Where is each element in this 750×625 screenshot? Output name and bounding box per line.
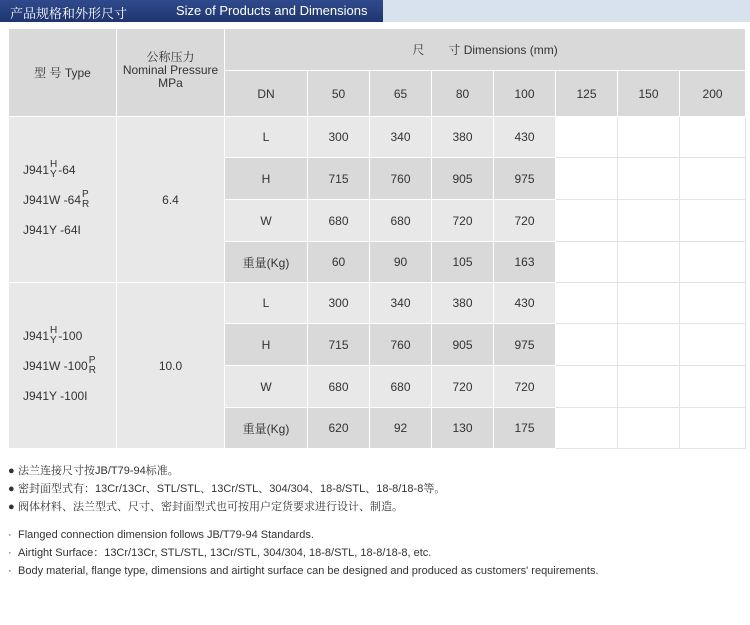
note-en: [8, 526, 743, 544]
type-header: 型 号 Type: [9, 29, 117, 117]
note-text: 法兰连接尺寸按JB/T79-94标准。: [18, 465, 179, 477]
dimension-value: 340: [370, 283, 432, 324]
pressure-header: [117, 29, 225, 117]
table-row: [9, 117, 746, 158]
dot-icon: ·: [8, 547, 12, 559]
note-text: Airtight Surface：13Cr/13Cr, STL/STL, 13Cr/STL, 304/304, 18-8/STL, 18-8/18-8, etc.: [18, 547, 432, 559]
dimension-value: 90: [370, 242, 432, 283]
dimension-value: [556, 200, 618, 242]
dimension-value: 380: [432, 283, 494, 324]
note-text: Flanged connection dimension follows JB/T79-94 Standards.: [18, 529, 314, 541]
dn-label: DN: [225, 71, 308, 117]
note-cn: [8, 480, 743, 498]
model-name: J941Y -64I: [23, 222, 81, 237]
dimension-value: 92: [370, 408, 432, 449]
dot-icon: ·: [8, 565, 12, 577]
dimension-value: [556, 366, 618, 408]
table-row: [9, 283, 746, 324]
model-name: J941 H Y -64: [23, 158, 76, 180]
dimension-value: 680: [370, 366, 432, 408]
dimension-value: 620: [308, 408, 370, 449]
dimension-value: 715: [308, 324, 370, 366]
dn-value-cell: 150: [618, 71, 680, 117]
pressure-header-en: Nominal Pressure: [122, 63, 219, 77]
dimension-value: [680, 324, 746, 366]
section-header-bar: [0, 0, 383, 22]
dimension-value: [680, 366, 746, 408]
dimension-value: 720: [432, 200, 494, 242]
dimension-value: 105: [432, 242, 494, 283]
dimension-value: [680, 117, 746, 158]
dimension-value: [556, 117, 618, 158]
dimension-value: 905: [432, 158, 494, 200]
dn-value-cell: 80: [432, 71, 494, 117]
dimension-value: 680: [308, 366, 370, 408]
dimension-value: 130: [432, 408, 494, 449]
dimension-value: [618, 242, 680, 283]
dimension-label: W: [225, 200, 308, 242]
dimension-value: 760: [370, 324, 432, 366]
dimension-value: [618, 283, 680, 324]
dimension-label: W: [225, 366, 308, 408]
dimension-value: 340: [370, 117, 432, 158]
dimension-value: [618, 324, 680, 366]
dimension-value: 760: [370, 158, 432, 200]
dimension-value: 300: [308, 283, 370, 324]
note-text: 密封面型式有：13Cr/13Cr、STL/STL、13Cr/STL、304/304、18-8/STL、18-8/18-8等。: [18, 483, 446, 495]
dimension-label: L: [225, 283, 308, 324]
dimension-value: 720: [432, 366, 494, 408]
header-strip: [383, 0, 750, 22]
dimensions-header: 尺 寸 Dimensions (mm): [225, 29, 746, 71]
bullet-icon: ●: [8, 501, 15, 513]
dimension-value: [556, 158, 618, 200]
dimension-value: 380: [432, 117, 494, 158]
dimension-label: L: [225, 117, 308, 158]
dimension-label: 重量(Kg): [225, 242, 308, 283]
dimension-value: [680, 283, 746, 324]
dimension-value: 430: [494, 283, 556, 324]
note-en: [8, 544, 743, 562]
pressure-value: 10.0: [117, 283, 225, 449]
model-cell: [9, 117, 117, 283]
pressure-value: 6.4: [117, 117, 225, 283]
dimension-value: [680, 158, 746, 200]
dimension-value: [680, 242, 746, 283]
dimension-value: [618, 408, 680, 449]
dn-value-cell: 100: [494, 71, 556, 117]
dimension-value: 975: [494, 324, 556, 366]
dimension-value: [556, 283, 618, 324]
dimension-value: [618, 117, 680, 158]
dimension-value: [556, 242, 618, 283]
dimension-value: [618, 200, 680, 242]
dimensions-table: [8, 28, 746, 449]
dimension-value: 975: [494, 158, 556, 200]
model-cell: [9, 283, 117, 449]
model-name: J941Y -100I: [23, 388, 88, 403]
dot-icon: ·: [8, 529, 12, 541]
dimension-value: [618, 366, 680, 408]
dimension-label: H: [225, 324, 308, 366]
note-cn: [8, 462, 743, 480]
dimension-value: 680: [370, 200, 432, 242]
dimension-value: 175: [494, 408, 556, 449]
dimension-value: [680, 200, 746, 242]
model-name: J941 H Y -100: [23, 324, 83, 346]
dimension-value: 163: [494, 242, 556, 283]
dn-value-cell: 125: [556, 71, 618, 117]
bullet-icon: ●: [8, 465, 15, 477]
dimension-value: [556, 324, 618, 366]
model-name: J941W -100 P R: [23, 354, 96, 376]
note-en: [8, 562, 743, 580]
dn-value-cell: 200: [680, 71, 746, 117]
dimension-value: 715: [308, 158, 370, 200]
section-title-en: Size of Products and Dimensions: [176, 3, 368, 18]
dimension-value: 430: [494, 117, 556, 158]
dimension-value: 300: [308, 117, 370, 158]
section-title-cn: 产品规格和外形尺寸: [10, 7, 128, 22]
dimension-value: 60: [308, 242, 370, 283]
pressure-header-cn: 公称压力: [146, 50, 195, 64]
dn-value-cell: 50: [308, 71, 370, 117]
model-name: J941W -64 P R: [23, 188, 90, 210]
dimension-label: H: [225, 158, 308, 200]
dimension-value: 905: [432, 324, 494, 366]
dimension-value: 720: [494, 200, 556, 242]
notes-section: [8, 462, 743, 580]
bullet-icon: ●: [8, 483, 15, 495]
dimension-value: [618, 158, 680, 200]
note-text: 阀体材料、法兰型式、尺寸、密封面型式也可按用户定货要求进行设计、制造。: [18, 501, 403, 513]
dimension-value: 720: [494, 366, 556, 408]
dimension-value: 680: [308, 200, 370, 242]
dn-value-cell: 65: [370, 71, 432, 117]
dimension-value: [556, 408, 618, 449]
dimension-label: 重量(Kg): [225, 408, 308, 449]
note-text: Body material, flange type, dimensions and airtight surface can be designed and produced as customers' requirements.: [18, 565, 599, 577]
dimension-value: [680, 408, 746, 449]
note-cn: [8, 498, 743, 516]
pressure-header-unit: MPa: [158, 76, 183, 90]
